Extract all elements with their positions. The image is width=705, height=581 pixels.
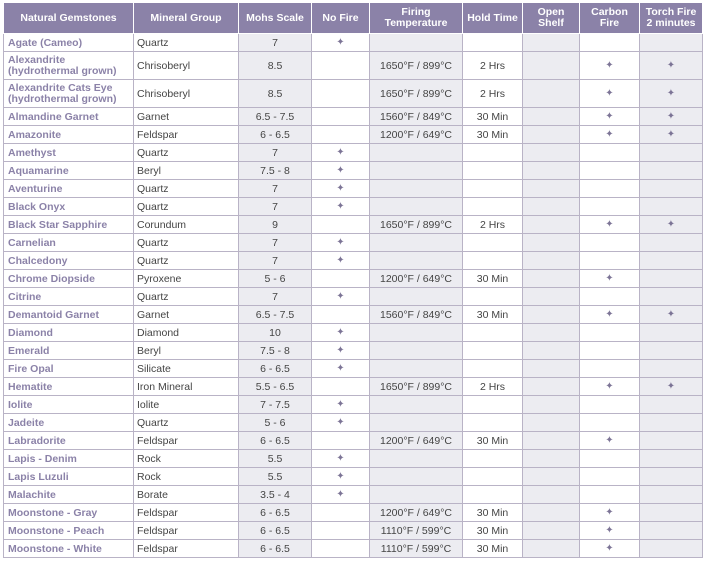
torch-fire-cell — [640, 342, 703, 360]
firing-temperature-cell — [370, 234, 463, 252]
no-fire-cell — [312, 378, 370, 396]
mohs-scale-cell: 6.5 - 7.5 — [239, 108, 312, 126]
mohs-scale-cell: 7 — [239, 198, 312, 216]
mohs-scale-cell: 10 — [239, 324, 312, 342]
torch-fire-cell — [640, 414, 703, 432]
gemstone-name-cell: Emerald — [4, 342, 134, 360]
mineral-group-cell: Feldspar — [134, 522, 239, 540]
firing-temperature-cell — [370, 324, 463, 342]
mineral-group-cell: Quartz — [134, 144, 239, 162]
hold-time-cell — [463, 180, 523, 198]
mohs-scale-cell: 5.5 - 6.5 — [239, 378, 312, 396]
no-fire-cell: ✦ — [312, 144, 370, 162]
torch-fire-cell: ✦ — [640, 108, 703, 126]
hold-time-cell: 2 Hrs — [463, 52, 523, 80]
open-shelf-cell — [523, 234, 580, 252]
mohs-scale-cell: 8.5 — [239, 52, 312, 80]
hold-time-cell: 30 Min — [463, 522, 523, 540]
gemstone-name-cell: Black Star Sapphire — [4, 216, 134, 234]
mohs-scale-cell: 7 — [239, 288, 312, 306]
open-shelf-cell — [523, 468, 580, 486]
gemstone-firing-table — [3, 2, 703, 558]
mineral-group-cell: Feldspar — [134, 504, 239, 522]
no-fire-cell — [312, 52, 370, 80]
open-shelf-cell — [523, 414, 580, 432]
firing-temperature-cell — [370, 252, 463, 270]
mineral-group-cell: Beryl — [134, 162, 239, 180]
open-shelf-cell — [523, 306, 580, 324]
carbon-fire-cell: ✦ — [580, 504, 640, 522]
open-shelf-cell — [523, 34, 580, 52]
table-row — [4, 468, 703, 486]
table-row — [4, 144, 703, 162]
hold-time-cell: 30 Min — [463, 108, 523, 126]
open-shelf-cell — [523, 216, 580, 234]
no-fire-cell — [312, 216, 370, 234]
mohs-scale-cell: 6.5 - 7.5 — [239, 306, 312, 324]
gemstone-name-cell: Chrome Diopside — [4, 270, 134, 288]
hold-time-cell — [463, 360, 523, 378]
firing-temperature-cell — [370, 486, 463, 504]
mineral-group-cell: Quartz — [134, 180, 239, 198]
carbon-fire-cell: ✦ — [580, 432, 640, 450]
open-shelf-cell — [523, 252, 580, 270]
carbon-fire-cell — [580, 180, 640, 198]
no-fire-cell — [312, 522, 370, 540]
firing-temperature-cell — [370, 360, 463, 378]
mohs-scale-cell: 6 - 6.5 — [239, 540, 312, 558]
firing-temperature-cell: 1200°F / 649°C — [370, 504, 463, 522]
gemstone-name-cell: Black Onyx — [4, 198, 134, 216]
torch-fire-cell — [640, 324, 703, 342]
mohs-scale-cell: 6 - 6.5 — [239, 360, 312, 378]
open-shelf-cell — [523, 486, 580, 504]
gemstone-name-cell: Alexandrite (hydrothermal grown) — [4, 52, 134, 80]
mineral-group-cell: Garnet — [134, 108, 239, 126]
no-fire-cell: ✦ — [312, 252, 370, 270]
no-fire-cell: ✦ — [312, 234, 370, 252]
carbon-fire-cell — [580, 486, 640, 504]
gemstone-name-cell: Moonstone - Gray — [4, 504, 134, 522]
firing-temperature-cell: 1650°F / 899°C — [370, 216, 463, 234]
mineral-group-cell: Feldspar — [134, 540, 239, 558]
mohs-scale-cell: 6 - 6.5 — [239, 126, 312, 144]
firing-temperature-cell: 1200°F / 649°C — [370, 126, 463, 144]
table-row — [4, 80, 703, 108]
mohs-scale-cell: 7 — [239, 180, 312, 198]
table-row — [4, 34, 703, 52]
mohs-scale-cell: 7 — [239, 252, 312, 270]
no-fire-cell — [312, 126, 370, 144]
no-fire-cell: ✦ — [312, 360, 370, 378]
hold-time-cell: 30 Min — [463, 126, 523, 144]
torch-fire-cell — [640, 450, 703, 468]
table-row — [4, 432, 703, 450]
firing-temperature-cell: 1560°F / 849°C — [370, 306, 463, 324]
gemstone-name-cell: Aquamarine — [4, 162, 134, 180]
table-row — [4, 486, 703, 504]
open-shelf-cell — [523, 162, 580, 180]
no-fire-cell: ✦ — [312, 342, 370, 360]
torch-fire-cell — [640, 468, 703, 486]
no-fire-cell: ✦ — [312, 180, 370, 198]
torch-fire-cell — [640, 252, 703, 270]
torch-fire-cell — [640, 198, 703, 216]
torch-fire-cell: ✦ — [640, 216, 703, 234]
firing-temperature-cell — [370, 144, 463, 162]
mineral-group-cell: Diamond — [134, 324, 239, 342]
carbon-fire-cell: ✦ — [580, 378, 640, 396]
open-shelf-cell — [523, 450, 580, 468]
carbon-fire-cell: ✦ — [580, 80, 640, 108]
gemstone-name-cell: Moonstone - White — [4, 540, 134, 558]
hold-time-cell: 2 Hrs — [463, 216, 523, 234]
firing-temperature-cell: 1200°F / 649°C — [370, 432, 463, 450]
carbon-fire-cell — [580, 324, 640, 342]
hold-time-cell — [463, 162, 523, 180]
table-row — [4, 504, 703, 522]
mohs-scale-cell: 8.5 — [239, 80, 312, 108]
firing-temperature-cell — [370, 396, 463, 414]
firing-temperature-cell: 1110°F / 599°C — [370, 522, 463, 540]
column-header-no-fire: No Fire — [312, 3, 370, 34]
open-shelf-cell — [523, 108, 580, 126]
open-shelf-cell — [523, 540, 580, 558]
table-row — [4, 414, 703, 432]
table-row — [4, 522, 703, 540]
carbon-fire-cell — [580, 252, 640, 270]
hold-time-cell — [463, 396, 523, 414]
carbon-fire-cell: ✦ — [580, 540, 640, 558]
no-fire-cell: ✦ — [312, 198, 370, 216]
open-shelf-cell — [523, 288, 580, 306]
mineral-group-cell: Iron Mineral — [134, 378, 239, 396]
table-row — [4, 52, 703, 80]
carbon-fire-cell — [580, 288, 640, 306]
gemstone-name-cell: Moonstone - Peach — [4, 522, 134, 540]
no-fire-cell: ✦ — [312, 468, 370, 486]
carbon-fire-cell: ✦ — [580, 52, 640, 80]
carbon-fire-cell — [580, 360, 640, 378]
torch-fire-cell — [640, 162, 703, 180]
hold-time-cell: 30 Min — [463, 306, 523, 324]
hold-time-cell — [463, 252, 523, 270]
firing-temperature-cell — [370, 414, 463, 432]
column-header-carbon-fire: Carbon Fire — [580, 3, 640, 34]
gemstone-name-cell: Iolite — [4, 396, 134, 414]
gemstone-name-cell: Aventurine — [4, 180, 134, 198]
open-shelf-cell — [523, 360, 580, 378]
hold-time-cell: 30 Min — [463, 270, 523, 288]
mineral-group-cell: Feldspar — [134, 126, 239, 144]
mohs-scale-cell: 7.5 - 8 — [239, 342, 312, 360]
gemstone-name-cell: Hematite — [4, 378, 134, 396]
table-row — [4, 324, 703, 342]
header-row — [4, 3, 703, 34]
mineral-group-cell: Chrisoberyl — [134, 80, 239, 108]
firing-temperature-cell: 1110°F / 599°C — [370, 540, 463, 558]
carbon-fire-cell — [580, 234, 640, 252]
table-row — [4, 288, 703, 306]
mineral-group-cell: Quartz — [134, 252, 239, 270]
firing-temperature-cell — [370, 342, 463, 360]
torch-fire-cell — [640, 270, 703, 288]
gemstone-name-cell: Chalcedony — [4, 252, 134, 270]
open-shelf-cell — [523, 432, 580, 450]
torch-fire-cell — [640, 522, 703, 540]
open-shelf-cell — [523, 378, 580, 396]
gemstone-name-cell: Amethyst — [4, 144, 134, 162]
torch-fire-cell — [640, 234, 703, 252]
hold-time-cell — [463, 450, 523, 468]
mineral-group-cell: Chrisoberyl — [134, 52, 239, 80]
mohs-scale-cell: 7.5 - 8 — [239, 162, 312, 180]
carbon-fire-cell: ✦ — [580, 216, 640, 234]
mineral-group-cell: Quartz — [134, 288, 239, 306]
open-shelf-cell — [523, 324, 580, 342]
open-shelf-cell — [523, 198, 580, 216]
mineral-group-cell: Feldspar — [134, 432, 239, 450]
open-shelf-cell — [523, 396, 580, 414]
torch-fire-cell — [640, 486, 703, 504]
table-body — [4, 34, 703, 558]
no-fire-cell: ✦ — [312, 34, 370, 52]
table-row — [4, 198, 703, 216]
column-header-open-shelf: Open Shelf — [523, 3, 580, 34]
column-header-hold-time: Hold Time — [463, 3, 523, 34]
firing-temperature-cell: 1200°F / 649°C — [370, 270, 463, 288]
hold-time-cell — [463, 414, 523, 432]
table-row — [4, 396, 703, 414]
mineral-group-cell: Silicate — [134, 360, 239, 378]
column-header-gemstone: Natural Gemstones — [4, 3, 134, 34]
table-row — [4, 252, 703, 270]
mohs-scale-cell: 3.5 - 4 — [239, 486, 312, 504]
hold-time-cell: 30 Min — [463, 540, 523, 558]
no-fire-cell: ✦ — [312, 486, 370, 504]
table-row — [4, 216, 703, 234]
mohs-scale-cell: 6 - 6.5 — [239, 504, 312, 522]
carbon-fire-cell — [580, 342, 640, 360]
torch-fire-cell — [640, 180, 703, 198]
mohs-scale-cell: 7 — [239, 34, 312, 52]
firing-temperature-cell — [370, 450, 463, 468]
carbon-fire-cell — [580, 162, 640, 180]
gemstone-name-cell: Almandine Garnet — [4, 108, 134, 126]
no-fire-cell — [312, 270, 370, 288]
gemstone-name-cell: Labradorite — [4, 432, 134, 450]
table-row — [4, 450, 703, 468]
carbon-fire-cell: ✦ — [580, 126, 640, 144]
gemstone-name-cell: Carnelian — [4, 234, 134, 252]
hold-time-cell — [463, 198, 523, 216]
firing-temperature-cell: 1650°F / 899°C — [370, 80, 463, 108]
mohs-scale-cell: 6 - 6.5 — [239, 522, 312, 540]
no-fire-cell — [312, 504, 370, 522]
table-row — [4, 378, 703, 396]
no-fire-cell — [312, 80, 370, 108]
firing-temperature-cell — [370, 162, 463, 180]
torch-fire-cell: ✦ — [640, 306, 703, 324]
carbon-fire-cell — [580, 144, 640, 162]
torch-fire-cell: ✦ — [640, 52, 703, 80]
hold-time-cell — [463, 468, 523, 486]
mohs-scale-cell: 7 - 7.5 — [239, 396, 312, 414]
no-fire-cell: ✦ — [312, 414, 370, 432]
hold-time-cell: 30 Min — [463, 504, 523, 522]
carbon-fire-cell — [580, 468, 640, 486]
no-fire-cell: ✦ — [312, 450, 370, 468]
open-shelf-cell — [523, 52, 580, 80]
mohs-scale-cell: 6 - 6.5 — [239, 432, 312, 450]
table-row — [4, 126, 703, 144]
gemstone-name-cell: Amazonite — [4, 126, 134, 144]
no-fire-cell — [312, 540, 370, 558]
open-shelf-cell — [523, 126, 580, 144]
carbon-fire-cell: ✦ — [580, 522, 640, 540]
carbon-fire-cell — [580, 198, 640, 216]
mineral-group-cell: Quartz — [134, 198, 239, 216]
no-fire-cell: ✦ — [312, 324, 370, 342]
firing-temperature-cell: 1560°F / 849°C — [370, 108, 463, 126]
table-row — [4, 234, 703, 252]
carbon-fire-cell — [580, 34, 640, 52]
mohs-scale-cell: 9 — [239, 216, 312, 234]
gemstone-name-cell: Demantoid Garnet — [4, 306, 134, 324]
torch-fire-cell: ✦ — [640, 80, 703, 108]
carbon-fire-cell: ✦ — [580, 306, 640, 324]
mineral-group-cell: Quartz — [134, 414, 239, 432]
no-fire-cell: ✦ — [312, 288, 370, 306]
firing-temperature-cell: 1650°F / 899°C — [370, 378, 463, 396]
torch-fire-cell: ✦ — [640, 126, 703, 144]
firing-temperature-cell — [370, 34, 463, 52]
hold-time-cell — [463, 324, 523, 342]
firing-temperature-cell — [370, 180, 463, 198]
table-row — [4, 108, 703, 126]
torch-fire-cell — [640, 540, 703, 558]
gemstone-name-cell: Jadeite — [4, 414, 134, 432]
mohs-scale-cell: 7 — [239, 144, 312, 162]
gemstone-name-cell: Alexandrite Cats Eye (hydrothermal grown) — [4, 80, 134, 108]
mineral-group-cell: Quartz — [134, 234, 239, 252]
hold-time-cell — [463, 144, 523, 162]
gemstone-name-cell: Citrine — [4, 288, 134, 306]
table-row — [4, 162, 703, 180]
table-row — [4, 540, 703, 558]
table-row — [4, 342, 703, 360]
open-shelf-cell — [523, 522, 580, 540]
hold-time-cell: 30 Min — [463, 432, 523, 450]
mohs-scale-cell: 5 - 6 — [239, 414, 312, 432]
gemstone-name-cell: Lapis - Denim — [4, 450, 134, 468]
firing-temperature-cell: 1650°F / 899°C — [370, 52, 463, 80]
mineral-group-cell: Garnet — [134, 306, 239, 324]
torch-fire-cell — [640, 432, 703, 450]
mohs-scale-cell: 5 - 6 — [239, 270, 312, 288]
carbon-fire-cell: ✦ — [580, 108, 640, 126]
torch-fire-cell — [640, 504, 703, 522]
no-fire-cell — [312, 108, 370, 126]
mohs-scale-cell: 5.5 — [239, 468, 312, 486]
carbon-fire-cell — [580, 450, 640, 468]
column-header-firing-temperature: Firing Temperature — [370, 3, 463, 34]
open-shelf-cell — [523, 144, 580, 162]
hold-time-cell — [463, 34, 523, 52]
hold-time-cell — [463, 486, 523, 504]
table-row — [4, 180, 703, 198]
mineral-group-cell: Borate — [134, 486, 239, 504]
gemstone-name-cell: Lapis Luzuli — [4, 468, 134, 486]
table-row — [4, 270, 703, 288]
column-header-mohs-scale: Mohs Scale — [239, 3, 312, 34]
carbon-fire-cell — [580, 396, 640, 414]
torch-fire-cell — [640, 288, 703, 306]
open-shelf-cell — [523, 342, 580, 360]
mineral-group-cell: Corundum — [134, 216, 239, 234]
open-shelf-cell — [523, 180, 580, 198]
gemstone-name-cell: Diamond — [4, 324, 134, 342]
no-fire-cell — [312, 432, 370, 450]
hold-time-cell — [463, 234, 523, 252]
mineral-group-cell: Quartz — [134, 34, 239, 52]
torch-fire-cell — [640, 144, 703, 162]
hold-time-cell — [463, 342, 523, 360]
open-shelf-cell — [523, 80, 580, 108]
carbon-fire-cell: ✦ — [580, 270, 640, 288]
open-shelf-cell — [523, 270, 580, 288]
mineral-group-cell: Rock — [134, 468, 239, 486]
mohs-scale-cell: 5.5 — [239, 450, 312, 468]
carbon-fire-cell — [580, 414, 640, 432]
column-header-mineral-group: Mineral Group — [134, 3, 239, 34]
mohs-scale-cell: 7 — [239, 234, 312, 252]
hold-time-cell: 2 Hrs — [463, 80, 523, 108]
mineral-group-cell: Beryl — [134, 342, 239, 360]
hold-time-cell — [463, 288, 523, 306]
firing-temperature-cell — [370, 198, 463, 216]
no-fire-cell: ✦ — [312, 396, 370, 414]
firing-temperature-cell — [370, 468, 463, 486]
mineral-group-cell: Iolite — [134, 396, 239, 414]
table-row — [4, 306, 703, 324]
gemstone-name-cell: Agate (Cameo) — [4, 34, 134, 52]
mineral-group-cell: Rock — [134, 450, 239, 468]
torch-fire-cell — [640, 396, 703, 414]
firing-temperature-cell — [370, 288, 463, 306]
column-header-torch-fire: Torch Fire 2 minutes — [640, 3, 703, 34]
gemstone-name-cell: Malachite — [4, 486, 134, 504]
open-shelf-cell — [523, 504, 580, 522]
hold-time-cell: 2 Hrs — [463, 378, 523, 396]
torch-fire-cell — [640, 34, 703, 52]
torch-fire-cell: ✦ — [640, 378, 703, 396]
gemstone-name-cell: Fire Opal — [4, 360, 134, 378]
mineral-group-cell: Pyroxene — [134, 270, 239, 288]
torch-fire-cell — [640, 360, 703, 378]
no-fire-cell: ✦ — [312, 162, 370, 180]
table-row — [4, 360, 703, 378]
no-fire-cell — [312, 306, 370, 324]
